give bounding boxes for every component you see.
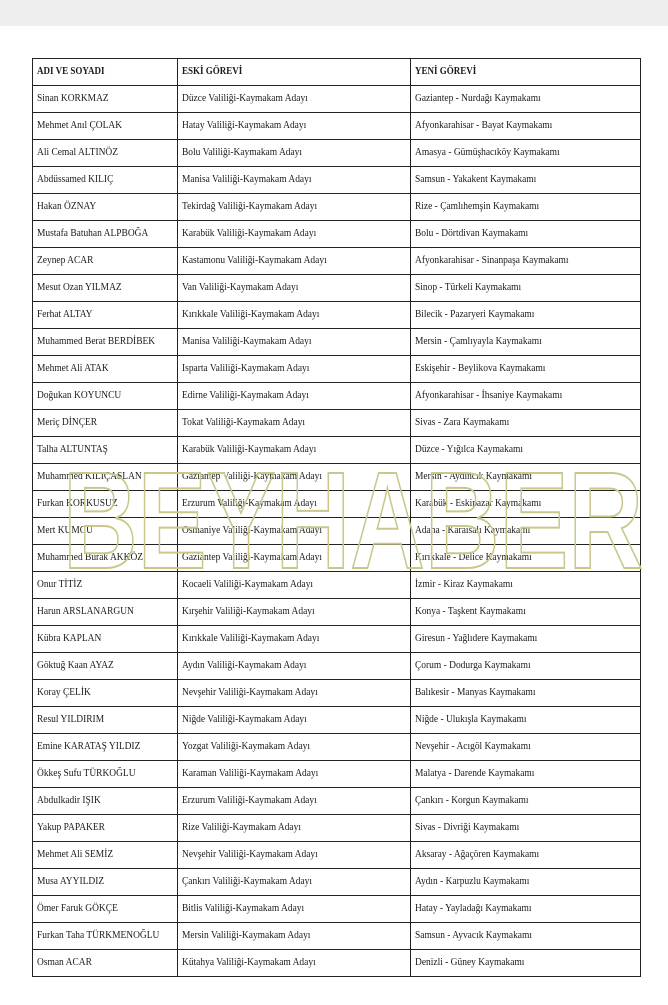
old-duty-cell: Aydın Valiliği-Kaymakam Adayı <box>178 653 411 680</box>
name-cell: Yakup PAPAKER <box>33 815 178 842</box>
new-duty-cell: Giresun - Yağlıdere Kaymakamı <box>411 626 641 653</box>
name-cell: Mehmet Anıl ÇOLAK <box>33 113 178 140</box>
name-cell: Mehmet Ali SEMİZ <box>33 842 178 869</box>
name-cell: Mesut Ozan YILMAZ <box>33 275 178 302</box>
old-duty-cell: Tokat Valiliği-Kaymakam Adayı <box>178 410 411 437</box>
old-duty-cell: Nevşehir Valiliği-Kaymakam Adayı <box>178 680 411 707</box>
table-row <box>33 437 641 464</box>
table-row <box>33 653 641 680</box>
name-cell: Muhammed KILIÇASLAN <box>33 464 178 491</box>
name-cell: Göktuğ Kaan AYAZ <box>33 653 178 680</box>
old-duty-cell: Osmaniye Valiliği-Kaymakam Adayı <box>178 518 411 545</box>
table-row <box>33 950 641 977</box>
table-row <box>33 923 641 950</box>
name-cell: Mehmet Ali ATAK <box>33 356 178 383</box>
name-cell: Furkan Taha TÜRKMENOĞLU <box>33 923 178 950</box>
name-cell: Abdüssamed KILIÇ <box>33 167 178 194</box>
name-cell: Mustafa Batuhan ALPBOĞA <box>33 221 178 248</box>
old-duty-cell: Yozgat Valiliği-Kaymakam Adayı <box>178 734 411 761</box>
new-duty-cell: Konya - Taşkent Kaymakamı <box>411 599 641 626</box>
name-cell: Muhammed Burak AKKÖZ <box>33 545 178 572</box>
name-cell: Koray ÇELİK <box>33 680 178 707</box>
new-duty-cell: Sivas - Zara Kaymakamı <box>411 410 641 437</box>
new-duty-cell: Adana - Karaisalı Kaymakamı <box>411 518 641 545</box>
old-duty-cell: Karabük Valiliği-Kaymakam Adayı <box>178 437 411 464</box>
new-duty-cell: Afyonkarahisar - Sinanpaşa Kaymakamı <box>411 248 641 275</box>
name-cell: Ali Cemal ALTINÖZ <box>33 140 178 167</box>
header-old-duty: ESKİ GÖREVİ <box>178 59 411 86</box>
old-duty-cell: Gaziantep Valiliği-Kaymakam Adayı <box>178 545 411 572</box>
new-duty-cell: Aksaray - Ağaçören Kaymakamı <box>411 842 641 869</box>
new-duty-cell: Sinop - Türkeli Kaymakamı <box>411 275 641 302</box>
old-duty-cell: Gaziantep Valiliği-Kaymakam Adayı <box>178 464 411 491</box>
new-duty-cell: Rize - Çamlıhemşin Kaymakamı <box>411 194 641 221</box>
old-duty-cell: Edirne Valiliği-Kaymakam Adayı <box>178 383 411 410</box>
name-cell: Meriç DİNÇER <box>33 410 178 437</box>
new-duty-cell: Eskişehir - Beylikova Kaymakamı <box>411 356 641 383</box>
table-row <box>33 842 641 869</box>
name-cell: Emine KARATAŞ YILDIZ <box>33 734 178 761</box>
table-header-row <box>33 59 641 86</box>
table-row <box>33 545 641 572</box>
top-band <box>0 0 668 26</box>
old-duty-cell: Kastamonu Valiliği-Kaymakam Adayı <box>178 248 411 275</box>
name-cell: Zeynep ACAR <box>33 248 178 275</box>
table-row <box>33 599 641 626</box>
new-duty-cell: Samsun - Yakakent Kaymakamı <box>411 167 641 194</box>
new-duty-cell: Hatay - Yayladağı Kaymakamı <box>411 896 641 923</box>
new-duty-cell: Nevşehir - Acıgöl Kaymakamı <box>411 734 641 761</box>
old-duty-cell: Çankırı Valiliği-Kaymakam Adayı <box>178 869 411 896</box>
old-duty-cell: Kocaeli Valiliği-Kaymakam Adayı <box>178 572 411 599</box>
table-row <box>33 275 641 302</box>
table-row <box>33 113 641 140</box>
name-cell: Musa AYYILDIZ <box>33 869 178 896</box>
name-cell: Doğukan KOYUNCU <box>33 383 178 410</box>
old-duty-cell: Nevşehir Valiliği-Kaymakam Adayı <box>178 842 411 869</box>
old-duty-cell: Karabük Valiliği-Kaymakam Adayı <box>178 221 411 248</box>
old-duty-cell: Kırşehir Valiliği-Kaymakam Adayı <box>178 599 411 626</box>
new-duty-cell: Afyonkarahisar - İhsaniye Kaymakamı <box>411 383 641 410</box>
name-cell: Harun ARSLANARGUN <box>33 599 178 626</box>
new-duty-cell: Bolu - Dörtdivan Kaymakamı <box>411 221 641 248</box>
old-duty-cell: Erzurum Valiliği-Kaymakam Adayı <box>178 788 411 815</box>
old-duty-cell: Bitlis Valiliği-Kaymakam Adayı <box>178 896 411 923</box>
table-row <box>33 680 641 707</box>
new-duty-cell: Niğde - Ulukışla Kaymakamı <box>411 707 641 734</box>
old-duty-cell: Manisa Valiliği-Kaymakam Adayı <box>178 167 411 194</box>
name-cell: Abdulkadir IŞIK <box>33 788 178 815</box>
new-duty-cell: Sivas - Divriği Kaymakamı <box>411 815 641 842</box>
old-duty-cell: Kütahya Valiliği-Kaymakam Adayı <box>178 950 411 977</box>
name-cell: Ömer Faruk GÖKÇE <box>33 896 178 923</box>
new-duty-cell: Kırıkkale - Delice Kaymakamı <box>411 545 641 572</box>
table-row <box>33 518 641 545</box>
new-duty-cell: Afyonkarahisar - Bayat Kaymakamı <box>411 113 641 140</box>
old-duty-cell: Kırıkkale Valiliği-Kaymakam Adayı <box>178 626 411 653</box>
old-duty-cell: Tekirdağ Valiliği-Kaymakam Adayı <box>178 194 411 221</box>
name-cell: Resul YILDIRIM <box>33 707 178 734</box>
old-duty-cell: Kırıkkale Valiliği-Kaymakam Adayı <box>178 302 411 329</box>
old-duty-cell: Bolu Valiliği-Kaymakam Adayı <box>178 140 411 167</box>
table-row <box>33 410 641 437</box>
table-row <box>33 329 641 356</box>
table-row <box>33 383 641 410</box>
header-name: ADI VE SOYADI <box>33 59 178 86</box>
name-cell: Mert KUMCU <box>33 518 178 545</box>
table-row <box>33 896 641 923</box>
name-cell: Hakan ÖZNAY <box>33 194 178 221</box>
table-row <box>33 140 641 167</box>
new-duty-cell: Düzce - Yığılca Kaymakamı <box>411 437 641 464</box>
table-row <box>33 302 641 329</box>
table-row <box>33 815 641 842</box>
new-duty-cell: Çankırı - Korgun Kaymakamı <box>411 788 641 815</box>
table-row <box>33 356 641 383</box>
new-duty-cell: Samsun - Ayvacık Kaymakamı <box>411 923 641 950</box>
appointments-table <box>32 58 641 977</box>
table-row <box>33 248 641 275</box>
old-duty-cell: Erzurum Valiliği-Kaymakam Adayı <box>178 491 411 518</box>
name-cell: Kübra KAPLAN <box>33 626 178 653</box>
name-cell: Talha ALTUNTAŞ <box>33 437 178 464</box>
old-duty-cell: Van Valiliği-Kaymakam Adayı <box>178 275 411 302</box>
table-row <box>33 788 641 815</box>
name-cell: Osman ACAR <box>33 950 178 977</box>
watermark-text: BEYHABER <box>63 448 643 588</box>
table-row <box>33 491 641 518</box>
new-duty-cell: Gaziantep - Nurdağı Kaymakamı <box>411 86 641 113</box>
old-duty-cell: Mersin Valiliği-Kaymakam Adayı <box>178 923 411 950</box>
new-duty-cell: İzmir - Kiraz Kaymakamı <box>411 572 641 599</box>
old-duty-cell: Manisa Valiliği-Kaymakam Adayı <box>178 329 411 356</box>
old-duty-cell: Niğde Valiliği-Kaymakam Adayı <box>178 707 411 734</box>
table-row <box>33 626 641 653</box>
name-cell: Furkan KORKUSUZ <box>33 491 178 518</box>
name-cell: Muhammed Berat BERDİBEK <box>33 329 178 356</box>
name-cell: Ökkeş Sufu TÜRKOĞLU <box>33 761 178 788</box>
old-duty-cell: Düzce Valiliği-Kaymakam Adayı <box>178 86 411 113</box>
old-duty-cell: Karaman Valiliği-Kaymakam Adayı <box>178 761 411 788</box>
table-row <box>33 221 641 248</box>
name-cell: Sinan KORKMAZ <box>33 86 178 113</box>
table-row <box>33 86 641 113</box>
new-duty-cell: Mersin - Çamlıyayla Kaymakamı <box>411 329 641 356</box>
name-cell: Onur TİTİZ <box>33 572 178 599</box>
new-duty-cell: Çorum - Dodurga Kaymakamı <box>411 653 641 680</box>
new-duty-cell: Aydın - Karpuzlu Kaymakamı <box>411 869 641 896</box>
new-duty-cell: Bilecik - Pazaryeri Kaymakamı <box>411 302 641 329</box>
new-duty-cell: Amasya - Gümüşhacıköy Kaymakamı <box>411 140 641 167</box>
new-duty-cell: Mersin - Aydıncık Kaymakamı <box>411 464 641 491</box>
table-row <box>33 194 641 221</box>
old-duty-cell: Rize Valiliği-Kaymakam Adayı <box>178 815 411 842</box>
table-row <box>33 572 641 599</box>
new-duty-cell: Denizli - Güney Kaymakamı <box>411 950 641 977</box>
header-new-duty: YENİ GÖREVİ <box>411 59 641 86</box>
old-duty-cell: Hatay Valiliği-Kaymakam Adayı <box>178 113 411 140</box>
new-duty-cell: Balıkesir - Manyas Kaymakamı <box>411 680 641 707</box>
table-row <box>33 167 641 194</box>
new-duty-cell: Karabük - Eskipazar Kaymakamı <box>411 491 641 518</box>
table-row <box>33 464 641 491</box>
table-row <box>33 734 641 761</box>
table-row <box>33 761 641 788</box>
name-cell: Ferhat ALTAY <box>33 302 178 329</box>
new-duty-cell: Malatya - Darende Kaymakamı <box>411 761 641 788</box>
table-row <box>33 869 641 896</box>
old-duty-cell: Isparta Valiliği-Kaymakam Adayı <box>178 356 411 383</box>
table-row <box>33 707 641 734</box>
